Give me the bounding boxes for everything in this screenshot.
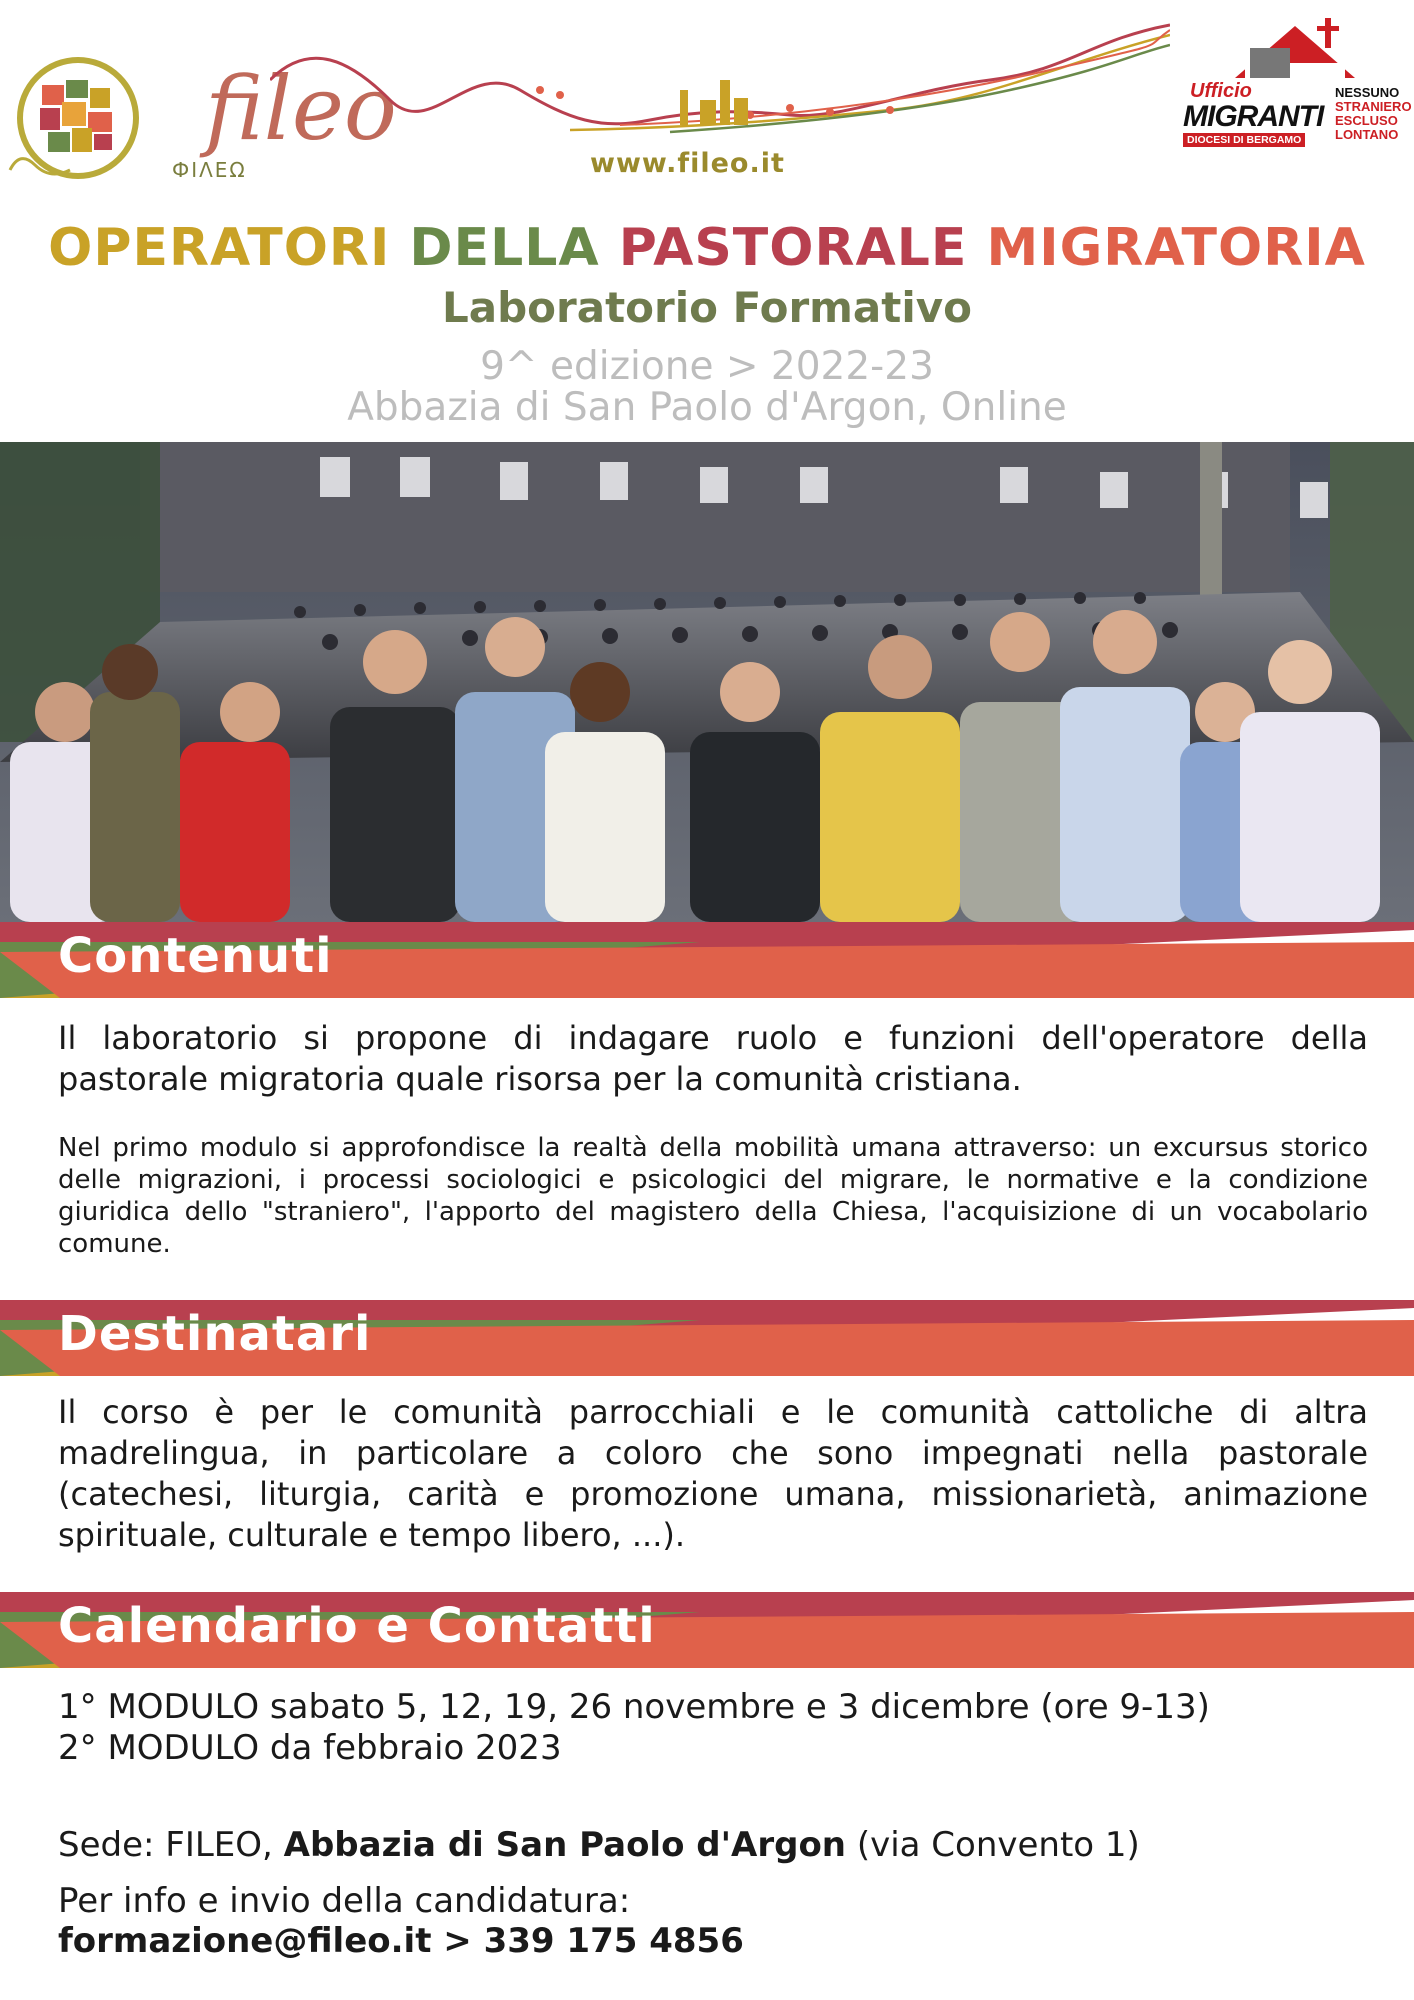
sede-label: Sede: FILEO, <box>58 1825 284 1865</box>
section-banner-calendario <box>0 1592 1414 1668</box>
section-heading-calendario: Calendario e Contatti <box>58 1598 656 1654</box>
sede-place: Abbazia di San Paolo d'Argon <box>283 1825 847 1865</box>
website-link[interactable]: www.fileo.it <box>590 148 785 179</box>
edition-label: 9^ edizione > 2022-23 <box>480 344 934 389</box>
title-word-4: MIGRATORIA <box>986 218 1366 278</box>
title-word-2: DELLA <box>409 218 600 278</box>
destinatari-text: Il corso è per le comunità parrocchiali e le comunità cattoliche di altra madrelingua, in particolare a coloro che sono impegnati nella pastorale (catechesi, liturgia, carità e promozione umana, missionarietà, animazione spirituale, culturale e tempo libero, ...). <box>58 1393 1368 1554</box>
page-title <box>0 218 1414 278</box>
migranti-tagline-3: ESCLUSO <box>1335 113 1398 128</box>
section-banner-contenuti <box>0 922 1414 998</box>
sede-address: (via Convento 1) <box>846 1825 1140 1865</box>
migranti-tagline <box>1335 100 1414 142</box>
title-word-1: OPERATORI <box>48 218 391 278</box>
migranti-tagline-4: LONTANO <box>1335 127 1399 142</box>
contact-email-phone[interactable]: formazione@fileo.it > 339 175 4856 <box>58 1921 744 1961</box>
contenuti-intro: Il laboratorio si propone di indagare ruolo e funzioni dell'operatore della pastorale migratoria quale risorsa per la comunità cristiana. <box>58 1019 1368 1098</box>
skyline-wave-icon <box>270 20 1170 150</box>
migranti-tagline-2: STRANIERO <box>1335 99 1412 114</box>
group-photo-image <box>0 442 1414 922</box>
section-banner-destinatari <box>0 1300 1414 1376</box>
section-heading-contenuti: Contenuti <box>58 928 333 984</box>
migranti-diocese: DIOCESI DI BERGAMO <box>1183 133 1305 147</box>
migranti-name: MIGRANTI <box>1183 100 1324 133</box>
location-label: Abbazia di San Paolo d'Argon, Online <box>347 385 1067 430</box>
migranti-tagline-1: NESSUNO <box>1335 85 1400 100</box>
section-heading-destinatari: Destinatari <box>58 1306 372 1362</box>
fileo-wordmark: fileo <box>205 57 397 160</box>
contenuti-detail: Nel primo modulo si approfondisce la realtà della mobilità umana attraverso: un excursus storico delle migrazioni, i processi sociologici e psicologici del migrare, le normative e la condizione giuridica dello "straniero", l'apporto del magistero della Chiesa, l'acquisizione di un vocabolario comune. <box>58 1133 1368 1259</box>
subtitle: Laboratorio Formativo <box>442 283 972 332</box>
fileo-wordmark-greek: ФΙΛΕΩ <box>172 158 247 182</box>
migranti-ufficio-label: Ufficio <box>1190 80 1252 102</box>
title-word-3: PASTORALE <box>618 218 968 278</box>
modulo-2-schedule: 2° MODULO da febbraio 2023 <box>58 1728 562 1768</box>
modulo-1-schedule: 1° MODULO sabato 5, 12, 19, 26 novembre e 3 dicembre (ore 9-13) <box>58 1687 1210 1727</box>
info-label: Per info e invio della candidatura: <box>58 1881 631 1921</box>
sede-line <box>58 1824 1140 1867</box>
